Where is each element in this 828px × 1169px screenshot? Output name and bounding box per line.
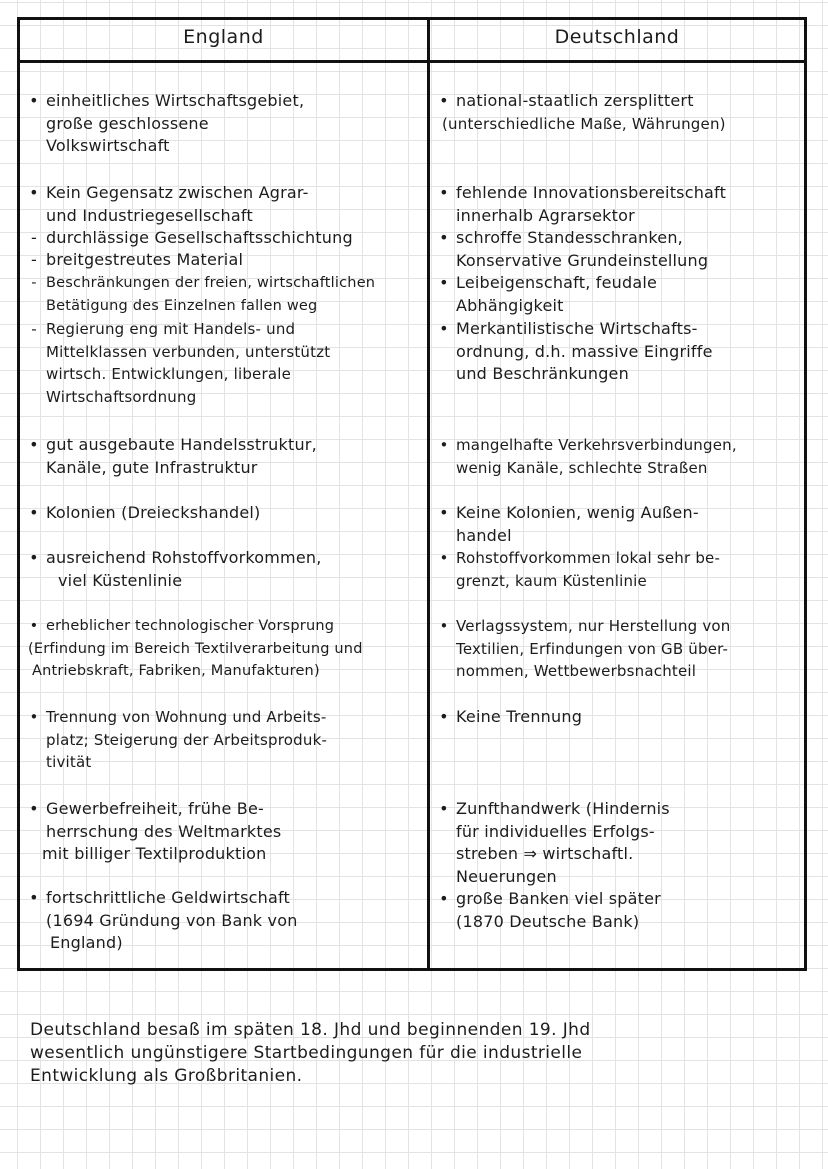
item-line: (1694 Gründung von Bank von xyxy=(46,910,298,930)
bullet-marker: • xyxy=(29,503,39,522)
item-line: herrschung des Weltmarktes xyxy=(46,821,282,841)
item-line: Gewerbefreiheit, frühe Be- xyxy=(46,799,264,818)
item-line: Mittelklassen verbunden, unterstützt xyxy=(46,342,331,361)
england-item xyxy=(29,182,416,227)
item-line: erheblicher technologischer Vorsprung xyxy=(46,618,335,634)
england-item xyxy=(29,434,416,479)
item-line: Keine Kolonien, wenig Außen- xyxy=(456,503,699,522)
item-line: Kanäle, gute Infrastruktur xyxy=(46,457,258,477)
header-deutschland: Deutschland xyxy=(554,26,680,48)
item-line: Beschränkungen der freien, wirtschaftlichen xyxy=(46,275,376,291)
item-line: Rohstoffvorkommen lokal sehr be- xyxy=(456,549,721,567)
deutschland-item xyxy=(439,227,802,272)
england-item xyxy=(31,318,416,408)
bullet-marker: • xyxy=(439,228,449,247)
item-line: national-staatlich zersplittert xyxy=(456,91,694,110)
comparison-table xyxy=(17,17,807,971)
item-line: England) xyxy=(50,933,123,952)
item-line: innerhalb Agrarsektor xyxy=(456,205,635,225)
deutschland-item xyxy=(439,272,802,317)
england-item xyxy=(29,887,416,955)
dash-marker: - xyxy=(31,250,37,269)
england-item xyxy=(28,615,416,683)
bullet-marker: • xyxy=(29,708,39,726)
item-line: Kein Gegensatz zwischen Agrar- xyxy=(46,183,309,202)
item-line: Regierung eng mit Handels- und xyxy=(46,320,296,338)
summary-line: wesentlich ungünstigere Startbedingungen für die industrielle xyxy=(30,1043,583,1063)
item-line: für individuelles Erfolgs- xyxy=(456,821,655,841)
england-item xyxy=(31,249,416,272)
item-line: Merkantilistische Wirtschafts- xyxy=(456,319,698,338)
item-line: fortschrittliche Geldwirtschaft xyxy=(46,888,291,907)
item-line: Antriebskraft, Fabriken, Manufakturen) xyxy=(32,663,320,679)
item-line: gut ausgebaute Handelsstruktur, xyxy=(46,435,317,454)
england-item xyxy=(29,798,416,866)
item-line: Keine Trennung xyxy=(456,707,583,726)
item-line: fehlende Innovationsbereitschaft xyxy=(456,183,727,202)
deutschland-item xyxy=(439,615,802,683)
header-england: England xyxy=(183,26,264,48)
item-line: Konservative Grundeinstellung xyxy=(456,250,709,270)
item-line: und Industriegesellschaft xyxy=(46,205,253,225)
item-line: wenig Kanäle, schlechte Straßen xyxy=(456,458,708,477)
dash-marker: - xyxy=(31,275,37,291)
bullet-marker: • xyxy=(439,436,449,454)
bullet-marker: • xyxy=(29,799,39,818)
item-line: Leibeigenschaft, feudale xyxy=(456,273,658,292)
header-divider xyxy=(20,60,804,63)
item-line: streben ⇒ wirtschaftl. xyxy=(456,844,634,863)
item-line: nommen, Wettbewerbsnachteil xyxy=(456,662,697,680)
column-divider xyxy=(427,20,430,968)
item-line: Abhängigkeit xyxy=(456,295,564,315)
bullet-marker: • xyxy=(29,183,39,202)
bullet-marker: • xyxy=(439,889,449,908)
item-line: und Beschränkungen xyxy=(456,364,629,383)
deutschland-item xyxy=(439,888,802,933)
item-line: Zunfthandwerk (Hindernis xyxy=(456,799,670,818)
bullet-marker: • xyxy=(439,799,449,818)
item-line: schroffe Standesschranken, xyxy=(456,228,683,247)
bullet-marker: • xyxy=(439,183,449,202)
bullet-marker: • xyxy=(29,435,39,454)
deutschland-item xyxy=(439,547,802,592)
item-line: (Erfindung im Bereich Textilverarbeitung und xyxy=(28,640,363,657)
item-line: mit billiger Textilproduktion xyxy=(42,844,267,863)
england-item xyxy=(31,227,416,250)
item-line: Kolonien (Dreieckshandel) xyxy=(46,503,261,522)
item-line: platz; Steigerung der Arbeitsproduk- xyxy=(46,730,328,749)
england-item xyxy=(29,547,416,592)
england-item xyxy=(29,502,416,525)
item-line: einheitliches Wirtschaftsgebiet, xyxy=(46,91,305,110)
item-line: Trennung von Wohnung und Arbeits- xyxy=(46,708,327,726)
item-line: Wirtschaftsordnung xyxy=(46,387,197,406)
deutschland-item xyxy=(439,434,802,479)
item-line: Textilien, Erfindungen von GB über- xyxy=(456,639,729,658)
england-item xyxy=(29,90,416,158)
item-line: Volkswirtschaft xyxy=(46,136,170,155)
item-line: Verlagssystem, nur Herstellung von xyxy=(456,617,731,635)
item-line: viel Küstenlinie xyxy=(58,570,183,590)
summary-text xyxy=(30,1019,800,1088)
bullet-marker: • xyxy=(439,707,449,726)
item-line: grenzt, kaum Küstenlinie xyxy=(456,571,647,590)
summary-line: Entwicklung als Großbritanien. xyxy=(30,1066,303,1086)
deutschland-item xyxy=(439,798,802,888)
bullet-marker: • xyxy=(29,548,39,567)
item-line: ordnung, d.h. massive Eingriffe xyxy=(456,341,713,361)
bullet-marker: • xyxy=(439,549,449,567)
item-line: Betätigung des Einzelnen fallen weg xyxy=(46,297,318,314)
item-line: handel xyxy=(456,525,512,545)
item-line: tivität xyxy=(46,753,92,771)
dash-marker: - xyxy=(31,320,37,338)
item-line: Neuerungen xyxy=(456,866,557,886)
item-line: große Banken viel später xyxy=(456,889,661,908)
bullet-marker: • xyxy=(439,617,449,635)
deutschland-item xyxy=(439,318,802,386)
item-line: durchlässige Gesellschaftsschichtung xyxy=(46,228,353,247)
deutschland-item xyxy=(439,90,802,135)
item-line: breitgestreutes Material xyxy=(46,250,244,269)
bullet-marker: • xyxy=(29,91,39,110)
bullet-marker: • xyxy=(29,888,39,907)
dash-marker: - xyxy=(31,228,37,247)
deutschland-item xyxy=(439,502,802,547)
item-line: ausreichend Rohstoffvorkommen, xyxy=(46,548,322,567)
bullet-marker: • xyxy=(439,273,449,292)
bullet-marker: • xyxy=(439,91,449,110)
deutschland-item xyxy=(439,706,802,729)
item-line: wirtsch. Entwicklungen, liberale xyxy=(46,365,292,383)
bullet-marker: • xyxy=(439,503,449,522)
summary-line: Deutschland besaß im späten 18. Jhd und beginnenden 19. Jhd xyxy=(30,1020,591,1040)
item-line: mangelhafte Verkehrsverbindungen, xyxy=(456,436,737,454)
item-line: (1870 Deutsche Bank) xyxy=(456,911,640,931)
bullet-marker: • xyxy=(439,319,449,338)
item-line: große geschlossene xyxy=(46,113,209,133)
england-item xyxy=(31,272,416,317)
deutschland-item xyxy=(439,182,802,227)
item-line: (unterschiedliche Maße, Währungen) xyxy=(442,114,726,133)
england-item xyxy=(29,706,416,774)
bullet-marker: • xyxy=(29,618,39,634)
